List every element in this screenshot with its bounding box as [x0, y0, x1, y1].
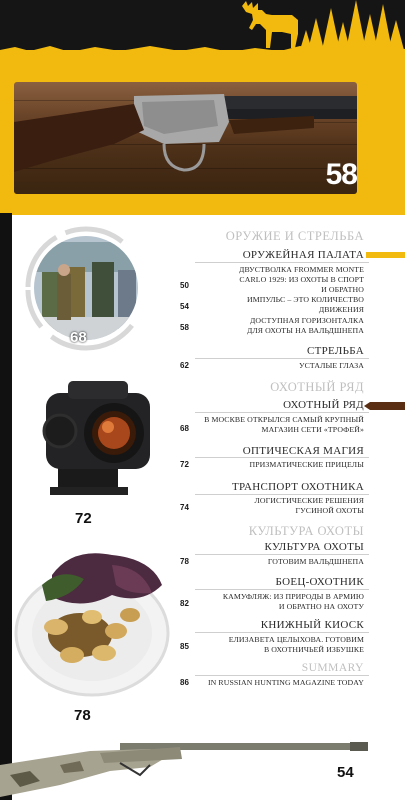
summary-title: SUMMARY — [301, 662, 364, 674]
page-number-85: 85 — [180, 642, 189, 651]
divider — [195, 262, 369, 263]
toc-item-74: ЛОГИСТИЧЕСКИЕ РЕШЕНИЯ ГУСИНОЙ ОХОТЫ — [254, 496, 364, 515]
toc-item-85: ЕЛИЗАВЕТА ЦЕЛЫХОВА. ГОТОВИМ В ОХОТНИЧЬЕЙ ИЗБУШКЕ — [228, 635, 364, 654]
divider — [195, 589, 369, 590]
food-thumbnail — [12, 545, 172, 705]
page-number-62: 62 — [180, 361, 189, 370]
left-black-bar — [0, 213, 12, 800]
toc-item-72: ПРИЗМАТИЧЕСКИЕ ПРИЦЕЛЫ — [249, 460, 364, 469]
page-number-50: 50 — [180, 281, 189, 290]
divider — [195, 457, 369, 458]
boets-title: БОЕЦ-ОХОТНИК — [275, 576, 364, 588]
toc-item-58: ДОСТУПНАЯ ГОРИЗОНТАЛКА ДЛЯ ОХОТЫ НА ВАЛЬДШНЕПА — [246, 316, 364, 335]
rifle-page-number: 54 — [337, 764, 354, 781]
food-page-number: 78 — [74, 707, 91, 724]
toc-item-78: ГОТОВИМ ВАЛЬДШНЕПА — [267, 557, 364, 566]
moose-forest-silhouette — [0, 0, 405, 70]
toc-item-86: IN RUSSIAN HUNTING MAGAZINE TODAY — [207, 678, 364, 687]
header-banner — [0, 0, 405, 215]
opticheskaya-title: ОПТИЧЕСКАЯ МАГИЯ — [242, 445, 364, 457]
shotgun-illustration — [14, 82, 357, 194]
toc-item-54: ИМПУЛЬС – ЭТО КОЛИЧЕСТВО ДВИЖЕНИЯ — [247, 295, 364, 314]
kultura-title: КУЛЬТУРА ОХОТЫ — [264, 541, 364, 553]
yellow-marker — [366, 252, 405, 258]
page-number-72: 72 — [180, 460, 189, 469]
section-title-hunting-row: ОХОТНЫЙ РЯД — [270, 380, 364, 394]
brown-marker — [364, 402, 405, 410]
divider — [195, 412, 369, 413]
toc-item-82: КАМУФЛЯЖ: ИЗ ПРИРОДЫ В АРМИЮ И ОБРАТНО НА ОХОТУ — [222, 592, 364, 611]
strelba-title: СТРЕЛЬБА — [306, 345, 364, 357]
cover-page-number: 58 — [325, 158, 357, 191]
store-page-number: 68 — [70, 329, 87, 346]
kiosk-title: КНИЖНЫЙ КИОСК — [260, 619, 364, 631]
scope-thumbnail — [38, 375, 153, 510]
divider — [195, 675, 369, 676]
oruzheynaya-palata-title: ОРУЖЕЙНАЯ ПАЛАТА — [242, 249, 364, 261]
page-number-82: 82 — [180, 599, 189, 608]
page-number-78: 78 — [180, 557, 189, 566]
page-number-54: 54 — [180, 302, 189, 311]
toc-item-62: УСТАЛЫЕ ГЛАЗА — [298, 361, 364, 370]
scope-page-number: 72 — [75, 510, 92, 527]
section-title-weapons: ОРУЖИЕ И СТРЕЛЬБА — [225, 229, 364, 243]
divider — [195, 358, 369, 359]
divider — [195, 554, 369, 555]
transport-title: ТРАНСПОРТ ОХОТНИКА — [232, 481, 364, 493]
section-title-culture: КУЛЬТУРА ОХОТЫ — [248, 524, 364, 538]
page-number-58: 58 — [180, 323, 189, 332]
divider — [195, 632, 369, 633]
okhotny-ryad-title: ОХОТНЫЙ РЯД — [283, 399, 364, 411]
divider — [195, 494, 369, 495]
toc-item-68: В МОСКВЕ ОТКРЫЛСЯ САМЫЙ КРУПНЫЙ МАГАЗИН СЕТИ «ТРОФЕЙ» — [204, 415, 364, 434]
page-number-74: 74 — [180, 503, 189, 512]
toc-item-50: ДВУСТВОЛКА FROMMER MONTE CARLO 1929: ИЗ ОХОТЫ В СПОРТ И ОБРАТНО — [239, 265, 364, 294]
page-number-86: 86 — [180, 678, 189, 687]
shotgun-photo — [14, 82, 357, 194]
page-number-68: 68 — [180, 424, 189, 433]
